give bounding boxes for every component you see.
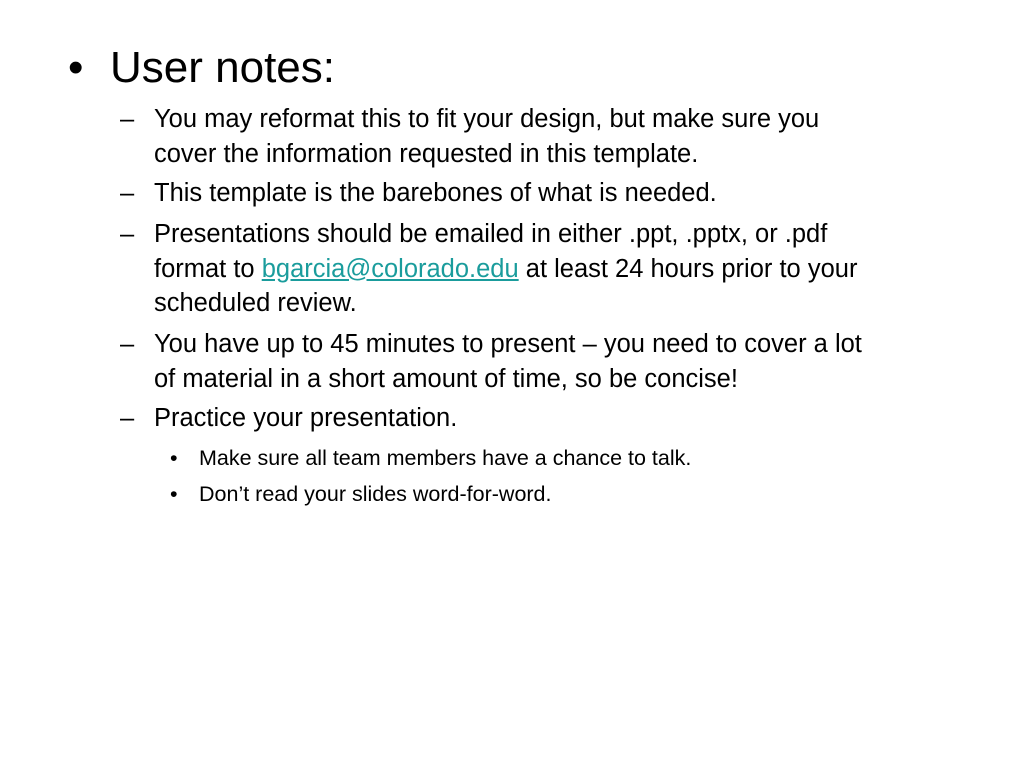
item-line: You may reformat this to fit your design, but make sure you [154,105,820,133]
item-text [154,327,984,396]
item-text [154,401,984,436]
item-line: of material in a short amount of time, so be concise! [154,364,738,393]
item-line: Presentations should be emailed in either .ppt, .pptx, or .pdf [154,220,828,248]
item-text [154,102,984,171]
email-link[interactable]: bgarcia@colorado.edu [261,254,519,283]
item-text [154,176,984,211]
item-line: You have up to 45 minutes to present – you need to cover a lot [154,330,862,358]
item-line: cover the information requested in this template. [154,139,699,168]
dash-marker: – [120,220,135,248]
line-suffix: at least 24 hours prior to your [518,254,858,283]
item-line: Practice your presentation. [154,404,458,432]
item-line [154,252,984,287]
line-prefix: format to [154,254,262,283]
dash-marker: – [120,330,135,358]
dash-marker: – [120,179,135,207]
sub-item-text: Don’t read your slides word-for-word. [199,482,552,506]
sub-bullet: • [170,446,178,470]
item-text [154,217,984,321]
heading-bullet: • [68,43,84,92]
item-line: scheduled review. [154,289,357,317]
sub-item-text: Make sure all team members have a chance to talk. [199,446,692,470]
dash-marker: – [120,404,135,432]
item-line: This template is the barebones of what is needed. [154,179,717,207]
sub-bullet: • [170,482,178,506]
dash-marker: – [120,105,135,133]
heading-text: User notes: [110,43,335,92]
